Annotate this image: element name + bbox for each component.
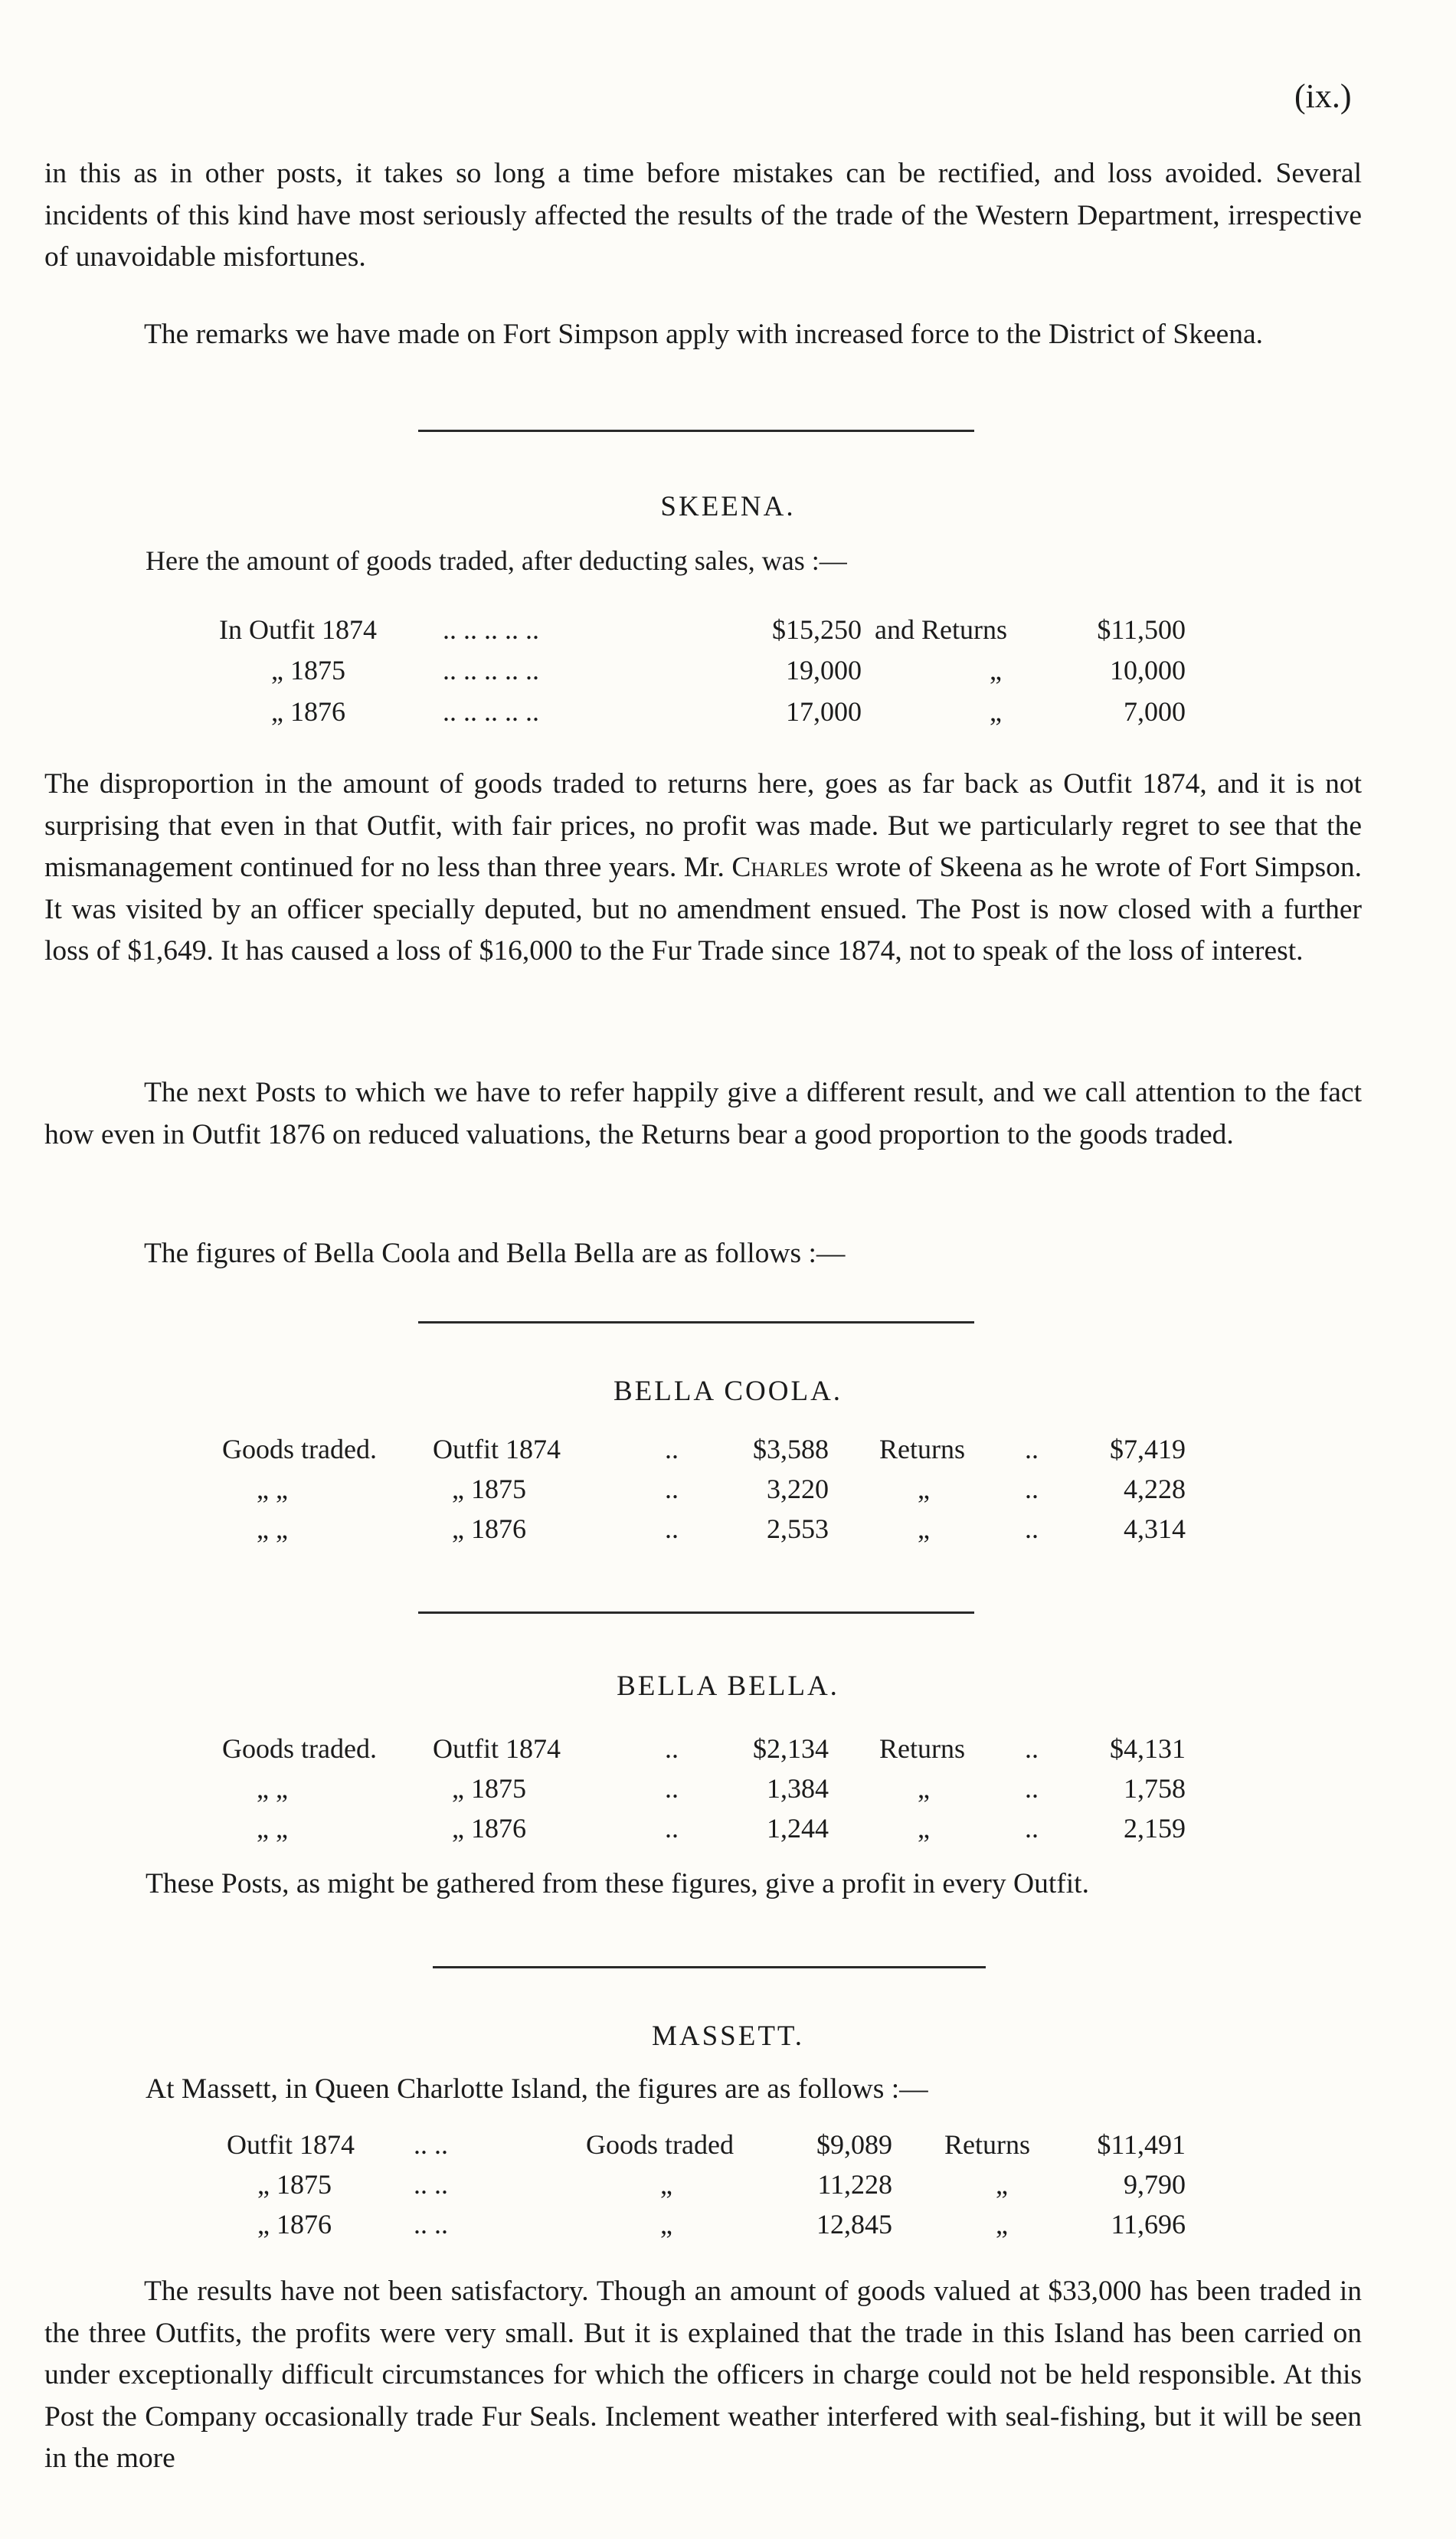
outfit-label: „ 1875 [271, 655, 345, 685]
ditto-mark: „ [990, 696, 1002, 727]
leader-dots: .. [665, 1434, 679, 1464]
ditto-mark: „ „ [257, 1813, 288, 1844]
ditto-mark: „ [660, 2169, 672, 2200]
paragraph-continuation: in this as in other posts, it takes so long a time before mistakes can be rectified, and loss avoided. Several incidents of this kind have most seriously affected the results of the trade of the Western Department, irrespective of unavoidable misfortunes. [44, 158, 1362, 273]
leader-dots: .. .. [414, 2169, 448, 2200]
text-run: The disproportion in the amount of goods traded to returns here, goes as far back as Outfit 1874, and it is not surprising that even in that Outfit, with fair prices, no profit was made. But we particularly regret to see that the mismanagement continued for no less than three years. Mr. [44, 768, 1362, 883]
leader-dots: .. .. .. .. .. [443, 696, 539, 727]
returns-label: and Returns [875, 614, 1007, 645]
leader-dots: .. [665, 1733, 679, 1764]
goods-value: 11,228 [817, 2169, 892, 2200]
returns-value: $7,419 [1110, 1434, 1186, 1464]
ditto-mark: „ „ [257, 1513, 288, 1544]
goods-value: $15,250 [772, 614, 862, 645]
row-label: Goods traded. [222, 1434, 377, 1464]
leader-dots: .. [665, 1474, 679, 1504]
returns-value: 9,790 [1124, 2169, 1186, 2200]
page-number: (ix.) [1294, 77, 1352, 115]
goods-value: 3,220 [767, 1474, 829, 1504]
goods-value: 19,000 [786, 655, 862, 685]
returns-label: Returns [944, 2129, 1030, 2160]
goods-label: Goods traded [586, 2129, 734, 2160]
ditto-mark: „ [996, 2209, 1008, 2240]
leader-dots: .. .. .. .. .. [443, 655, 539, 685]
leader-dots: .. .. [414, 2129, 448, 2160]
returns-value: $11,491 [1097, 2129, 1186, 2160]
section-divider [418, 430, 974, 432]
text-run: wrote of Skeena as he wrote of Fort Simpson. It was visited by an officer specially deputed, but no amendment ensued. The Post is now closed with a further loss of $1,649. It has caused a loss of $16,000 to the Fur Trade since 1874, not to speak of the loss of interest. [44, 852, 1363, 967]
leader-dots: .. [1025, 1434, 1039, 1464]
leader-dots: .. [1025, 1474, 1039, 1504]
returns-value: 2,159 [1124, 1813, 1186, 1844]
ditto-mark: „ „ [257, 1773, 288, 1804]
returns-value: 4,314 [1124, 1513, 1186, 1544]
paragraph-bella-intro: The figures of Bella Coola and Bella Bella are as follows :— [144, 1238, 846, 1269]
goods-value: 17,000 [786, 696, 862, 727]
leader-dots: .. [1025, 1813, 1039, 1844]
goods-value: $2,134 [753, 1733, 829, 1764]
section-divider [418, 1321, 974, 1323]
returns-value: 4,228 [1124, 1474, 1186, 1504]
person-name: Charles [731, 852, 829, 883]
returns-value: 11,696 [1111, 2209, 1186, 2240]
leader-dots: .. [665, 1813, 679, 1844]
returns-label: Returns [879, 1733, 965, 1764]
ditto-mark: „ [918, 1513, 930, 1544]
outfit-label: Outfit 1874 [433, 1733, 561, 1764]
returns-label: Returns [879, 1434, 965, 1464]
goods-value: $9,089 [816, 2129, 892, 2160]
massett-intro: At Massett, in Queen Charlotte Island, the figures are as follows :— [146, 2073, 928, 2105]
leader-dots: .. [1025, 1513, 1039, 1544]
outfit-label: „ 1876 [257, 2209, 332, 2240]
leader-dots: .. [665, 1773, 679, 1804]
leader-dots: .. .. .. .. .. [443, 614, 539, 645]
returns-value: $11,500 [1097, 614, 1186, 645]
leader-dots: .. [665, 1513, 679, 1544]
ditto-mark: „ [660, 2209, 672, 2240]
paragraph-skeena-mismanagement [44, 764, 1362, 973]
ditto-mark: „ [918, 1474, 930, 1504]
leader-dots: .. .. [414, 2209, 448, 2240]
outfit-label: Outfit 1874 [227, 2129, 355, 2160]
outfit-label: „ 1875 [257, 2169, 332, 2200]
bella-bella-note: These Posts, as might be gathered from these figures, give a profit in every Outfit. [146, 1868, 1089, 1899]
goods-value: 2,553 [767, 1513, 829, 1544]
outfit-label: „ 1876 [271, 696, 345, 727]
section-divider [418, 1611, 974, 1614]
bella-coola-heading: BELLA COOLA. [613, 1376, 843, 1407]
bella-bella-heading: BELLA BELLA. [617, 1670, 839, 1702]
returns-value: 10,000 [1110, 655, 1186, 685]
leader-dots: .. [1025, 1773, 1039, 1804]
paragraph-fort-simpson-remark: The remarks we have made on Fort Simpson apply with increased force to the District of Skeena. [144, 319, 1264, 350]
outfit-label: „ 1876 [452, 1513, 526, 1544]
returns-value: 7,000 [1124, 696, 1186, 727]
ditto-mark: „ [918, 1773, 930, 1804]
ditto-mark: „ [996, 2169, 1008, 2200]
ditto-mark: „ [918, 1813, 930, 1844]
ditto-mark: „ „ [257, 1474, 288, 1504]
returns-value: $4,131 [1110, 1733, 1186, 1764]
goods-value: 12,845 [816, 2209, 892, 2240]
outfit-label: „ 1875 [452, 1474, 526, 1504]
leader-dots: .. [1025, 1733, 1039, 1764]
goods-value: 1,244 [767, 1813, 829, 1844]
paragraph-massett-results: The results have not been satisfactory. Though an amount of goods valued at $33,000 has been traded in the three Outfits, the profits were very small. But it is explained that the trade in this Island has been carried on under exceptionally difficult circumstances for which the officers in charge could not be held responsible. At this Post the Company occasionally trade Fur Seals. Inclement weather interfered with seal-fishing, but it will be seen in the more [44, 2276, 1362, 2474]
goods-value: $3,588 [753, 1434, 829, 1464]
section-divider [433, 1966, 986, 1968]
outfit-label: „ 1876 [452, 1813, 526, 1844]
returns-value: 1,758 [1124, 1773, 1186, 1804]
ditto-mark: „ [990, 655, 1002, 685]
outfit-label: Outfit 1874 [433, 1434, 561, 1464]
paragraph-next-posts: The next Posts to which we have to refer happily give a different result, and we call attention to the fact how even in Outfit 1876 on reduced valuations, the Returns bear a good proportion to the goods traded. [44, 1077, 1362, 1150]
goods-value: 1,384 [767, 1773, 829, 1804]
outfit-label: In Outfit 1874 [219, 614, 377, 645]
massett-heading: MASSETT. [651, 2020, 805, 2052]
skeena-intro: Here the amount of goods traded, after deducting sales, was :— [146, 545, 847, 576]
row-label: Goods traded. [222, 1733, 377, 1764]
outfit-label: „ 1875 [452, 1773, 526, 1804]
skeena-heading: SKEENA. [660, 491, 796, 522]
